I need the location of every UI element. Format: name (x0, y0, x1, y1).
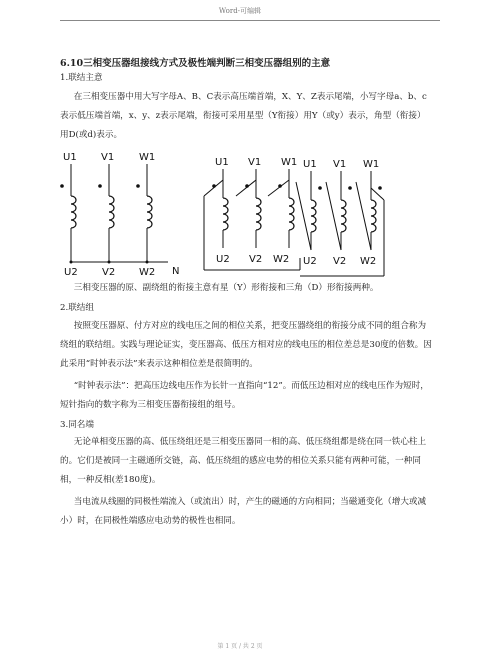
paragraph-2: 三相变压器的原、副绕组的衔接主意有星（Y）形衔接和三角（D）形衔接两种。 (73, 283, 379, 293)
label-w2: W2 (273, 254, 290, 265)
label-w1: W1 (139, 152, 156, 163)
page-header: Word-可编辑 (218, 7, 262, 15)
label-w2: W2 (139, 267, 156, 278)
paragraph-3: 按照变压器原、付方对应的线电压之间的相位关系，把变压器绕组的衔接分成不同的组合称为绕组的联结组。实践与理论证实，变压器高、低压方相对应的线电压的相位差总是30度的倍数。因此采用“时钟表示法”来表示这种相位差是很简明的。 (60, 321, 432, 369)
paragraph-4: “时钟表示法”：把高压边线电压作为长针一直指向“12”。而低压边相对应的线电压作为短时，短针指向的数字称为三相变压器衔接组的组号。 (60, 381, 429, 410)
label-u1: U1 (63, 152, 77, 163)
label-v2: V2 (333, 256, 347, 267)
label-u2: U2 (216, 254, 230, 265)
label-u1: U1 (303, 159, 317, 170)
delta-connection-diagram-1 (204, 157, 300, 270)
label-v2: V2 (102, 267, 116, 278)
section-heading-1: 1.联结主意 (60, 73, 103, 83)
paragraph-1: 在三相变压器中用大写字母A、B、C表示高压端首端，X、Y、Z表示尾端，小写字母a、b、c表示低压端首端，x、y、z表示尾端，衔接可采用星型（Y衔接）用Y（或y）表示，角型（衔接）用D(或d)表示。 (60, 92, 427, 140)
label-w2: W2 (360, 256, 377, 267)
section-heading-3: 3.同名端 (60, 420, 94, 430)
label-n: N (172, 266, 180, 277)
section-heading-2: 2.联结组 (60, 303, 94, 313)
delta-connection-diagram-2 (296, 159, 384, 276)
label-u1: U1 (215, 157, 229, 168)
label-v1: V1 (101, 152, 115, 163)
page-footer: 第 1 页 / 共 2 页 (217, 643, 263, 650)
label-v2: V2 (249, 254, 263, 265)
label-u2: U2 (303, 256, 317, 267)
label-w1: W1 (363, 159, 380, 170)
label-u2: U2 (64, 267, 78, 278)
paragraph-6: 当电流从线圈的同极性端流入（或流出）时，产生的磁通的方向相同；当磁通变化（增大或减小）时，在同极性端感应电动势的极性也相同。 (60, 497, 427, 526)
label-v1: V1 (333, 159, 347, 170)
paragraph-5: 无论单相变压器的高、低压绕组还是三相变压器同一相的高、低压绕组都是绕在同一铁心柱上的。它们是被同一主磁通所交链，高、低压绕组的感应电势的相位关系只能有两种可能，一种同相，一种反相(差180度)。 (60, 437, 427, 485)
label-w1: W1 (281, 157, 298, 168)
document-title: 6.10三相变压器组接线方式及极性端判断三相变压器组别的主意 (60, 58, 331, 69)
label-v1: V1 (248, 157, 262, 168)
star-connection-diagram (60, 152, 179, 278)
